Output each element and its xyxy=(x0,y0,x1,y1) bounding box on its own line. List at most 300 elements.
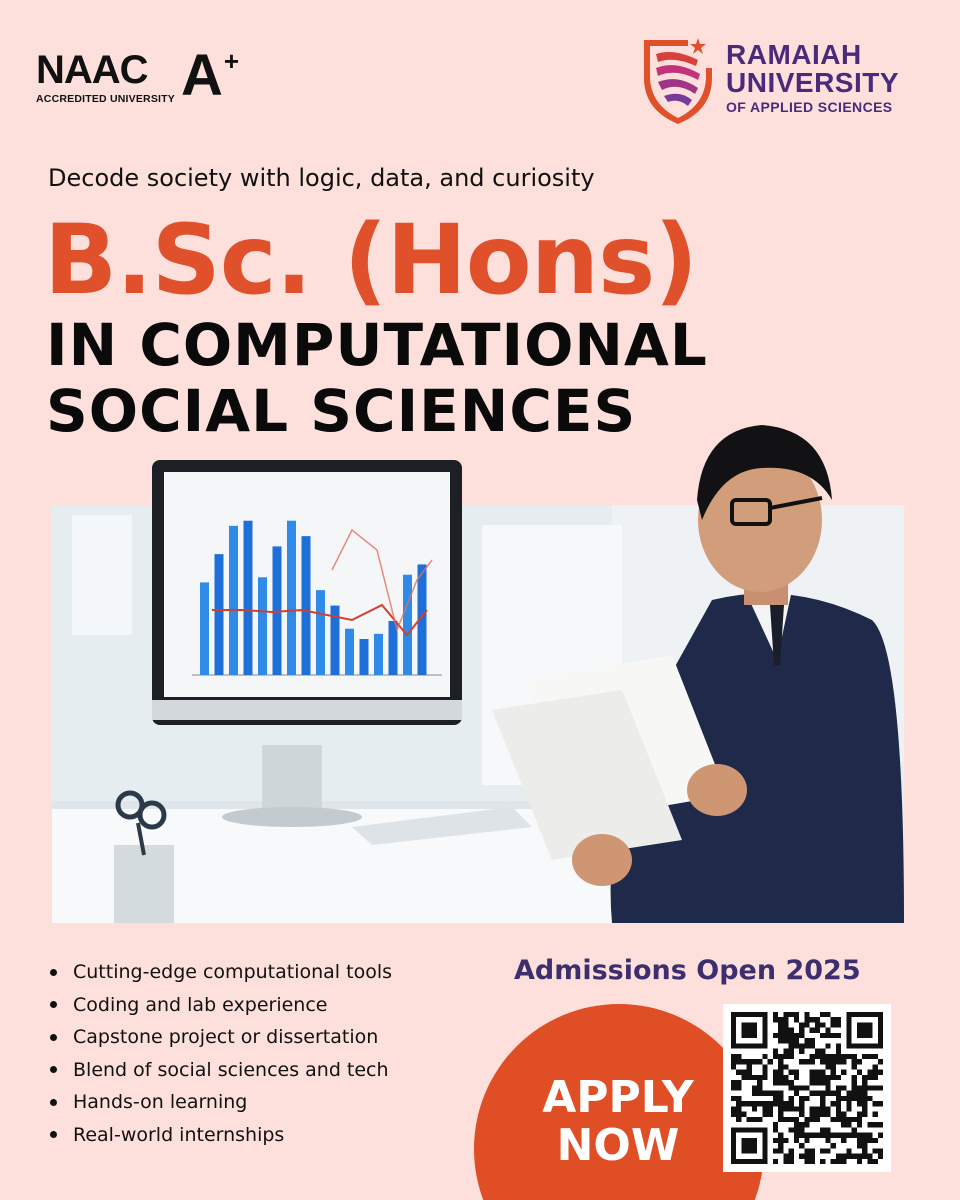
qr-module xyxy=(778,1075,783,1080)
qr-module xyxy=(815,1133,820,1138)
qr-module xyxy=(778,1028,783,1033)
qr-module xyxy=(841,1122,846,1127)
qr-module xyxy=(878,1101,883,1106)
qr-module xyxy=(852,1091,857,1096)
qr-module xyxy=(804,1133,809,1138)
qr-code-icon xyxy=(731,1012,883,1164)
naac-plus: + xyxy=(223,46,240,76)
qr-module xyxy=(810,1148,815,1153)
qr-module xyxy=(836,1054,841,1059)
qr-module xyxy=(762,1091,767,1096)
bullet-icon xyxy=(50,1066,57,1073)
qr-module xyxy=(778,1017,783,1022)
qr-module xyxy=(836,1049,841,1054)
qr-module xyxy=(846,1096,851,1101)
qr-module xyxy=(799,1096,804,1101)
qr-module xyxy=(799,1101,804,1106)
qr-module xyxy=(831,1017,836,1022)
bullet-icon xyxy=(50,1099,57,1106)
qr-module xyxy=(768,1101,773,1106)
qr-module xyxy=(783,1017,788,1022)
qr-module xyxy=(778,1112,783,1117)
qr-module xyxy=(873,1070,878,1075)
qr-module xyxy=(846,1091,851,1096)
qr-module xyxy=(783,1033,788,1038)
qr-module xyxy=(757,1080,762,1085)
qr-module xyxy=(778,1096,783,1101)
qr-module xyxy=(825,1054,830,1059)
qr-module xyxy=(831,1070,836,1075)
qr-module xyxy=(778,1070,783,1075)
qr-module xyxy=(799,1122,804,1127)
qr-module xyxy=(862,1138,867,1143)
qr-module xyxy=(841,1112,846,1117)
qr-module xyxy=(804,1012,809,1017)
qr-module xyxy=(810,1054,815,1059)
qr-module xyxy=(873,1075,878,1080)
qr-module xyxy=(778,1138,783,1143)
qr-module xyxy=(836,1133,841,1138)
qr-module xyxy=(778,1091,783,1096)
ramaiah-emblem-icon xyxy=(640,34,716,124)
qr-module xyxy=(789,1070,794,1075)
qr-module xyxy=(794,1070,799,1075)
qr-module xyxy=(762,1070,767,1075)
qr-module xyxy=(773,1122,778,1127)
qr-module xyxy=(789,1154,794,1159)
qr-module xyxy=(836,1043,841,1048)
university-name-line3: OF APPLIED SCIENCES xyxy=(726,99,893,115)
qr-module xyxy=(820,1059,825,1064)
qr-module xyxy=(762,1112,767,1117)
hero-photo xyxy=(52,505,904,923)
chart-bar xyxy=(258,577,267,675)
qr-module xyxy=(857,1096,862,1101)
qr-module xyxy=(836,1112,841,1117)
qr-module xyxy=(831,1133,836,1138)
qr-module xyxy=(747,1075,752,1080)
qr-module xyxy=(846,1122,851,1127)
qr-module xyxy=(752,1101,757,1106)
qr-module xyxy=(794,1075,799,1080)
qr-module xyxy=(867,1096,872,1101)
qr-module xyxy=(768,1112,773,1117)
qr-module xyxy=(794,1012,799,1017)
qr-module xyxy=(794,1033,799,1038)
qr-module xyxy=(773,1101,778,1106)
chart-bar xyxy=(302,536,311,675)
qr-module xyxy=(799,1127,804,1132)
qr-module xyxy=(862,1054,867,1059)
qr-module xyxy=(768,1091,773,1096)
chart-bar xyxy=(403,575,412,675)
qr-module xyxy=(820,1101,825,1106)
apply-now-label[interactable]: APPLY NOW xyxy=(542,1072,694,1171)
program-title-line1: IN COMPUTATIONAL xyxy=(46,311,708,379)
qr-module xyxy=(825,1059,830,1064)
qr-module xyxy=(794,1106,799,1111)
headline: B.Sc. (Hons) xyxy=(44,204,698,316)
qr-module xyxy=(804,1096,809,1101)
qr-module xyxy=(873,1054,878,1059)
qr-module xyxy=(783,1038,788,1043)
qr-module xyxy=(820,1054,825,1059)
program-title-line2: SOCIAL SCIENCES xyxy=(46,377,637,445)
qr-module xyxy=(873,1148,878,1153)
qr-finder xyxy=(741,1138,757,1154)
qr-module xyxy=(799,1085,804,1090)
qr-module xyxy=(878,1070,883,1075)
qr-module xyxy=(783,1049,788,1054)
qr-module xyxy=(815,1017,820,1022)
qr-module xyxy=(731,1059,736,1064)
qr-module xyxy=(878,1059,883,1064)
qr-module xyxy=(825,1085,830,1090)
qr-module xyxy=(815,1080,820,1085)
qr-module xyxy=(778,1133,783,1138)
qr-module xyxy=(804,1117,809,1122)
qr-module xyxy=(783,1054,788,1059)
qr-module xyxy=(783,1075,788,1080)
qr-module xyxy=(841,1117,846,1122)
naac-grade: A xyxy=(180,43,223,108)
qr-module xyxy=(831,1064,836,1069)
qr-module xyxy=(741,1112,746,1117)
qr-module xyxy=(762,1064,767,1069)
qr-module xyxy=(757,1091,762,1096)
qr-module xyxy=(762,1106,767,1111)
qr-module xyxy=(831,1159,836,1164)
qr-module xyxy=(862,1096,867,1101)
qr-module xyxy=(736,1117,741,1122)
qr-module xyxy=(852,1117,857,1122)
qr-module xyxy=(804,1154,809,1159)
qr-module xyxy=(752,1075,757,1080)
qr-module xyxy=(752,1059,757,1064)
qr-module xyxy=(773,1033,778,1038)
qr-module xyxy=(794,1133,799,1138)
qr-module xyxy=(836,1085,841,1090)
qr-module xyxy=(825,1138,830,1143)
qr-module xyxy=(857,1122,862,1127)
qr-module xyxy=(846,1117,851,1122)
qr-module xyxy=(778,1038,783,1043)
qr-module xyxy=(810,1017,815,1022)
qr-module xyxy=(873,1112,878,1117)
qr-module xyxy=(804,1017,809,1022)
qr-module xyxy=(857,1091,862,1096)
qr-module xyxy=(857,1159,862,1164)
qr-module xyxy=(794,1043,799,1048)
qr-module xyxy=(794,1091,799,1096)
qr-module xyxy=(783,1106,788,1111)
monitor xyxy=(152,460,472,760)
qr-module xyxy=(878,1122,883,1127)
qr-module xyxy=(825,1033,830,1038)
qr-module xyxy=(789,1049,794,1054)
qr-module xyxy=(857,1059,862,1064)
qr-module xyxy=(741,1070,746,1075)
qr-module xyxy=(862,1106,867,1111)
qr-module xyxy=(815,1091,820,1096)
qr-module xyxy=(825,1127,830,1132)
qr-module xyxy=(773,1080,778,1085)
qr-module xyxy=(825,1043,830,1048)
qr-module xyxy=(820,1012,825,1017)
qr-module xyxy=(836,1117,841,1122)
qr-module xyxy=(867,1138,872,1143)
qr-module xyxy=(841,1138,846,1143)
qr-module xyxy=(757,1059,762,1064)
qr-module xyxy=(878,1154,883,1159)
qr-module xyxy=(831,1091,836,1096)
qr-module xyxy=(836,1154,841,1159)
qr-module xyxy=(773,1075,778,1080)
qr-module xyxy=(789,1117,794,1122)
qr-module xyxy=(852,1080,857,1085)
qr-module xyxy=(778,1143,783,1148)
qr-module xyxy=(789,1012,794,1017)
qr-module xyxy=(773,1012,778,1017)
qr-module xyxy=(841,1059,846,1064)
qr-module xyxy=(878,1085,883,1090)
qr-module xyxy=(778,1117,783,1122)
qr-module xyxy=(783,1022,788,1027)
qr-module xyxy=(831,1059,836,1064)
qr-module xyxy=(836,1101,841,1106)
naac-subtitle: ACCREDITED UNIVERSITY xyxy=(36,93,175,105)
qr-module xyxy=(752,1117,757,1122)
qr-module xyxy=(789,1043,794,1048)
qr-module xyxy=(852,1154,857,1159)
qr-module xyxy=(783,1028,788,1033)
qr-module xyxy=(810,1043,815,1048)
list-item: Blend of social sciences and tech xyxy=(50,1054,392,1087)
qr-module xyxy=(836,1091,841,1096)
qr-module xyxy=(820,1112,825,1117)
qr-module xyxy=(731,1064,736,1069)
qr-module xyxy=(852,1054,857,1059)
qr-module xyxy=(825,1064,830,1069)
qr-module xyxy=(789,1159,794,1164)
qr-module xyxy=(752,1085,757,1090)
qr-module xyxy=(731,1112,736,1117)
qr-module xyxy=(867,1085,872,1090)
qr-module xyxy=(815,1028,820,1033)
qr-module xyxy=(862,1075,867,1080)
university-name-line2: UNIVERSITY xyxy=(726,67,900,98)
qr-module xyxy=(831,1101,836,1106)
chart-bar xyxy=(316,590,325,675)
qr-code[interactable] xyxy=(723,1004,891,1172)
qr-module xyxy=(862,1143,867,1148)
qr-module xyxy=(825,1012,830,1017)
qr-module xyxy=(799,1059,804,1064)
qr-module xyxy=(820,1159,825,1164)
qr-module xyxy=(799,1154,804,1159)
chart-bar xyxy=(200,582,209,675)
qr-module xyxy=(836,1017,841,1022)
qr-module xyxy=(841,1133,846,1138)
qr-module xyxy=(736,1059,741,1064)
qr-module xyxy=(773,1017,778,1022)
qr-finder xyxy=(857,1022,873,1038)
qr-module xyxy=(747,1059,752,1064)
qr-module xyxy=(741,1101,746,1106)
qr-module xyxy=(825,1075,830,1080)
qr-module xyxy=(857,1143,862,1148)
qr-module xyxy=(841,1070,846,1075)
qr-module xyxy=(852,1085,857,1090)
qr-module xyxy=(810,1080,815,1085)
list-item: Hands-on learning xyxy=(50,1086,392,1119)
qr-module xyxy=(768,1059,773,1064)
qr-module xyxy=(757,1085,762,1090)
qr-module xyxy=(773,1049,778,1054)
qr-module xyxy=(810,1117,815,1122)
qr-module xyxy=(804,1122,809,1127)
qr-module xyxy=(741,1075,746,1080)
qr-module xyxy=(815,1070,820,1075)
qr-module xyxy=(857,1085,862,1090)
qr-module xyxy=(810,1059,815,1064)
qr-module xyxy=(804,1038,809,1043)
qr-module xyxy=(867,1154,872,1159)
qr-module xyxy=(736,1096,741,1101)
qr-module xyxy=(852,1133,857,1138)
qr-module xyxy=(731,1096,736,1101)
qr-module xyxy=(820,1080,825,1085)
bullet-icon xyxy=(50,1001,57,1008)
qr-module xyxy=(820,1148,825,1153)
tagline: Decode society with logic, data, and curiosity xyxy=(48,164,595,192)
qr-module xyxy=(831,1054,836,1059)
qr-module xyxy=(778,1064,783,1069)
qr-module xyxy=(736,1106,741,1111)
qr-module xyxy=(820,1022,825,1027)
qr-module xyxy=(789,1085,794,1090)
qr-module xyxy=(831,1075,836,1080)
qr-module xyxy=(846,1101,851,1106)
qr-module xyxy=(778,1033,783,1038)
qr-module xyxy=(773,1054,778,1059)
qr-module xyxy=(794,1038,799,1043)
qr-module xyxy=(783,1101,788,1106)
qr-module xyxy=(799,1022,804,1027)
qr-module xyxy=(815,1054,820,1059)
naac-badge xyxy=(36,43,240,108)
qr-module xyxy=(731,1106,736,1111)
qr-module xyxy=(789,1101,794,1106)
qr-module xyxy=(831,1033,836,1038)
qr-module xyxy=(810,1112,815,1117)
qr-module xyxy=(825,1133,830,1138)
qr-module xyxy=(773,1096,778,1101)
qr-module xyxy=(862,1080,867,1085)
chart-bar xyxy=(360,639,369,675)
qr-module xyxy=(747,1101,752,1106)
qr-module xyxy=(836,1059,841,1064)
qr-module xyxy=(752,1106,757,1111)
university-logo xyxy=(640,34,899,124)
qr-module xyxy=(799,1049,804,1054)
qr-module xyxy=(794,1085,799,1090)
qr-module xyxy=(762,1075,767,1080)
qr-module xyxy=(825,1148,830,1153)
qr-module xyxy=(836,1075,841,1080)
qr-module xyxy=(873,1138,878,1143)
qr-module xyxy=(736,1112,741,1117)
qr-module xyxy=(778,1148,783,1153)
qr-module xyxy=(873,1159,878,1164)
qr-module xyxy=(778,1106,783,1111)
qr-module xyxy=(857,1101,862,1106)
qr-module xyxy=(736,1080,741,1085)
qr-module xyxy=(815,1075,820,1080)
list-item: Cutting-edge computational tools xyxy=(50,956,392,989)
qr-module xyxy=(857,1112,862,1117)
qr-module xyxy=(736,1101,741,1106)
qr-module xyxy=(867,1133,872,1138)
qr-module xyxy=(773,1159,778,1164)
qr-module xyxy=(831,1143,836,1148)
qr-module xyxy=(773,1127,778,1132)
qr-module xyxy=(789,1127,794,1132)
qr-module xyxy=(736,1070,741,1075)
qr-module xyxy=(789,1080,794,1085)
bullet-icon xyxy=(50,1034,57,1041)
qr-module xyxy=(747,1117,752,1122)
qr-module xyxy=(867,1075,872,1080)
qr-module xyxy=(862,1085,867,1090)
qr-module xyxy=(804,1043,809,1048)
qr-module xyxy=(757,1117,762,1122)
qr-module xyxy=(852,1096,857,1101)
qr-module xyxy=(825,1091,830,1096)
qr-module xyxy=(878,1148,883,1153)
qr-finder xyxy=(741,1022,757,1038)
qr-module xyxy=(846,1154,851,1159)
qr-module xyxy=(815,1049,820,1054)
qr-module xyxy=(762,1101,767,1106)
qr-module xyxy=(825,1080,830,1085)
qr-module xyxy=(799,1106,804,1111)
qr-module xyxy=(757,1075,762,1080)
qr-module xyxy=(799,1033,804,1038)
qr-module xyxy=(852,1064,857,1069)
qr-module xyxy=(852,1127,857,1132)
qr-module xyxy=(831,1117,836,1122)
qr-module xyxy=(867,1159,872,1164)
qr-module xyxy=(836,1159,841,1164)
qr-module xyxy=(810,1106,815,1111)
qr-module xyxy=(841,1085,846,1090)
qr-module xyxy=(747,1064,752,1069)
qr-module xyxy=(799,1043,804,1048)
chart-bar xyxy=(215,554,224,675)
qr-module xyxy=(862,1154,867,1159)
qr-module xyxy=(794,1117,799,1122)
qr-module xyxy=(836,1096,841,1101)
qr-module xyxy=(873,1101,878,1106)
qr-module xyxy=(783,1154,788,1159)
qr-module xyxy=(862,1148,867,1153)
qr-module xyxy=(862,1112,867,1117)
qr-module xyxy=(852,1075,857,1080)
qr-module xyxy=(741,1059,746,1064)
qr-module xyxy=(852,1059,857,1064)
qr-module xyxy=(867,1122,872,1127)
